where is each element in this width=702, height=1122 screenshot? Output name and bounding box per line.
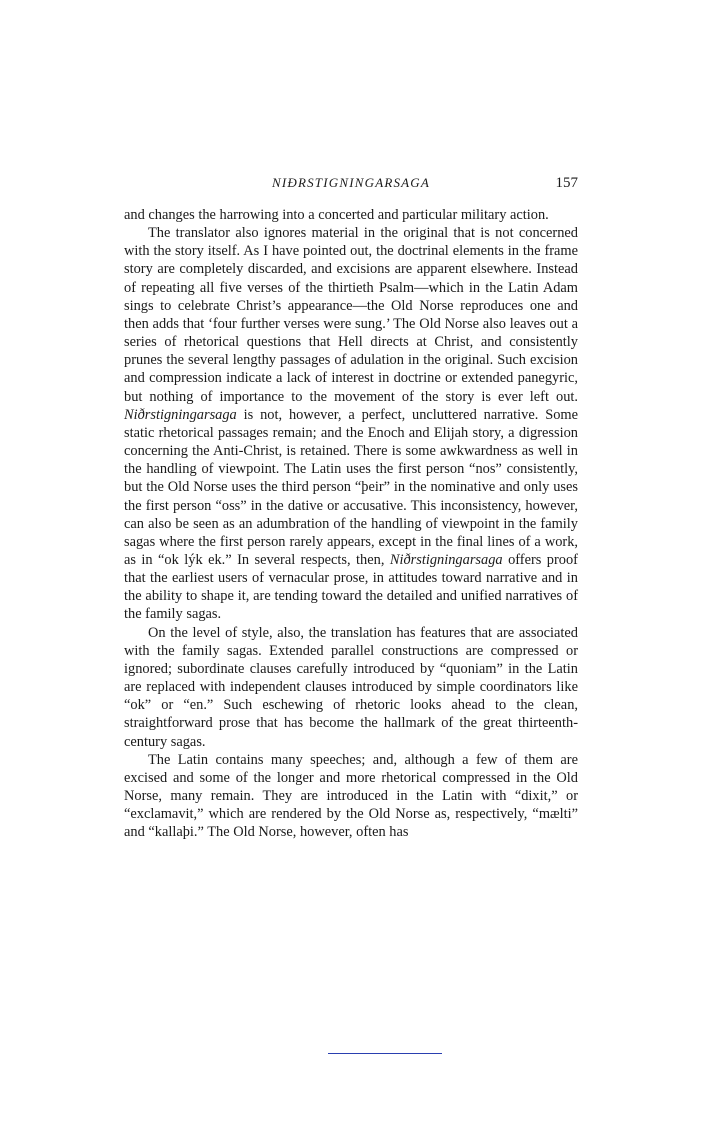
footer-rule [328,1053,442,1054]
paragraph-2-end: offers proof that the earliest users of vernacular prose, in attitudes toward narrative and in the ability to shape it, are tending toward the detailed and unified narratives of the family sagas. [124,551,578,623]
italic-title-2: Niðrstigningarsaga [389,551,503,568]
paragraph-2 [124,224,578,623]
paragraph-3: On the level of style, also, the translation has features that are associated with the family sagas. Extended parallel constructions are compressed or ignored; subordinate clauses carefully introduced by “quoniam” in the Latin are replaced with independent clauses introduced by simple coordinators like “ok” or “en.” Such eschewing of rhetoric looks ahead to the clean, straightforward prose that has become the hallmark of the great thirteenth-century sagas. [124,624,578,750]
paragraph-1: and changes the harrowing into a concerted and particular military action. [124,207,549,223]
paragraph-4: The Latin contains many speeches; and, although a few of them are excised and some of the longer and more rhetorical compressed in the Old Norse, many remain. They are introduced in the Latin with “dixit,” or “exclamavit,” which are rendered by the Old Norse as, respectively, “mælti” and “kallaþi.” The Old Norse, however, often has [124,751,578,841]
running-title: NIÐRSTIGNINGARSAGA [271,175,431,190]
italic-title-1: Niðrstigningarsaga [124,406,237,423]
page-number: 157 [555,175,578,191]
body-text [124,206,578,841]
running-head [124,172,578,194]
paragraph-2-text: The translator also ignores material in the original that is not concerned with the story itself. As I have pointed out, the doctrinal elements in the frame story are completely discarded, and excisions are apparent elsewhere. Instead of repeating all five verses of the thirtieth Psalm—which in the Latin Adam sings to celebrate Christ’s appearance—the Old Norse reproduces one and then adds that ‘four further verses were sung.’ The Old Norse also leaves out a series of rhetorical questions that Hell directs at Christ, and consistently prunes the several lengthy passages of adulation in the original. Such excision and compression indicate a lack of interest in doctrine or extended panegyric, but nothing of importance to the movement of the story is ever left out. [124,225,578,405]
paragraph-2-continued: is not, however, a perfect, uncluttered narrative. Some static rhetorical passages remain; and the Enoch and Elijah story, a digression concerning the Anti-Christ, is retained. There is some awkwardness as well in the handling of viewpoint. The Latin uses the first person “nos” consistently, but the Old Norse uses the third person “þeir” in the nominative and only uses the first person “oss” in the dative or accusative. This inconsistency, however, can also be seen as an adumbration of the handling of viewpoint in the family sagas where the first person rarely appears, except in the final lines of a work, as in “ok lýk ek.” In several respects, then, [124,406,578,568]
